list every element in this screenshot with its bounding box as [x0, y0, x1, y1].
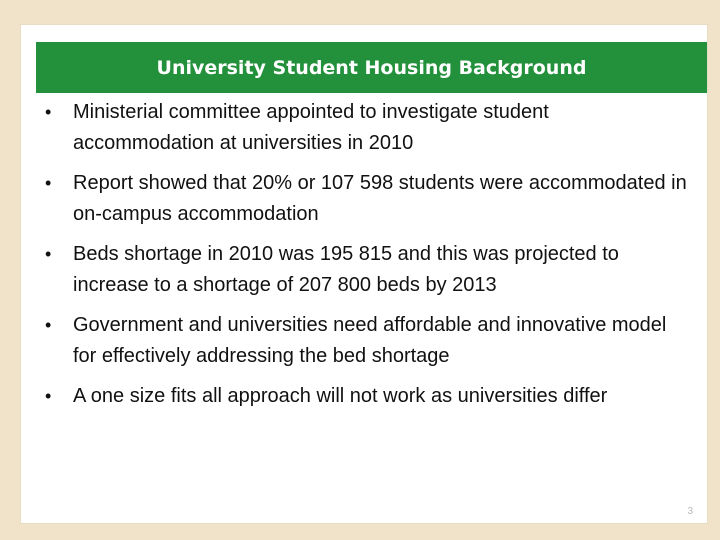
bullet-icon: •	[45, 386, 52, 406]
bullet-text: A one size fits all approach will not work as universities differ	[73, 385, 608, 407]
bullet-icon: •	[45, 173, 52, 193]
slide-title-bar	[36, 42, 707, 93]
slide-title: University Student Housing Background	[156, 56, 587, 79]
bullet-text: Government and universities need affordable and innovative model for effectively addressing the bed shortage	[73, 314, 667, 367]
list-item	[39, 239, 689, 301]
list-item	[39, 97, 689, 159]
list-item	[39, 381, 689, 412]
bullet-icon: •	[45, 102, 52, 122]
bullet-icon: •	[45, 244, 52, 264]
bullet-icon: •	[45, 315, 52, 335]
bullet-text: Report showed that 20% or 107 598 students were accommodated in on-campus accommodation	[73, 172, 687, 225]
list-item	[39, 310, 689, 372]
bullet-text: Ministerial committee appointed to investigate student accommodation at universities in 2010	[73, 101, 549, 154]
page-number: 3	[687, 506, 693, 517]
bullet-list	[39, 97, 689, 421]
bullet-text: Beds shortage in 2010 was 195 815 and this was projected to increase to a shortage of 207 800 beds by 2013	[73, 243, 619, 296]
list-item	[39, 168, 689, 230]
slide-frame	[20, 24, 708, 524]
